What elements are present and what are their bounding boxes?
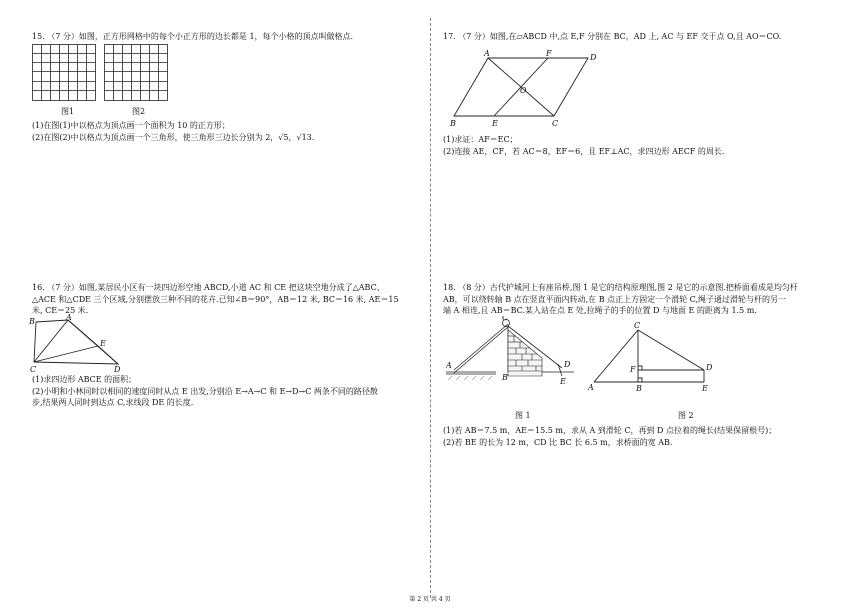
- q18-fig1-point-c: C: [502, 316, 509, 322]
- q15-grid-2: [105, 45, 168, 101]
- question-18: [443, 282, 843, 317]
- q16-parts: [32, 374, 424, 409]
- q18-stem-line1: 18. （8 分）古代护城河上有座吊桥,图 1 是它的结构原理图,图 2 是它的示意图.把桥面看成是均匀杆: [443, 283, 798, 292]
- q17-point-f: F: [546, 49, 552, 58]
- q18-fig1-caption: 图 1: [515, 411, 531, 420]
- q18-water-hatching: [448, 376, 492, 380]
- q18-part1: (1)若 AB＝7.5 m，AE＝15.5 m，求从 A 到滑轮 C，再到 D 点拉着的绳长(结果保留根号)；: [443, 426, 777, 435]
- q15-stem: 15. （7 分）如图，正方形网格中的每个小正方形的边长都是 1，每个小格的顶点叫做格点.: [32, 32, 354, 41]
- q16-point-a: A: [66, 314, 72, 322]
- q18-part2: (2)若 BE 的长为 12 m，CD 比 BC 长 6.5 m，求桥面的宽 AB.: [443, 437, 673, 447]
- question-15: [32, 31, 422, 43]
- q18-schematic-figure: [584, 320, 724, 392]
- question-16: [32, 282, 424, 317]
- q18-fig1-point-a: A: [446, 361, 452, 370]
- q18-fig2-point-b: B: [636, 384, 642, 392]
- column-divider: [430, 18, 431, 598]
- page-footer: 第 2 页 共 4 页: [409, 596, 451, 603]
- q15-fig2-caption: 图2: [132, 107, 146, 116]
- q17-point-a: A: [484, 49, 490, 58]
- q15-grid-figures: [32, 44, 174, 104]
- q18-fig1-point-d: D: [564, 360, 571, 369]
- q18-stem-line3: 端 A 相连,且 AB＝BC.某人站在点 E 处,拉绳子的手的位置 D 与地面 E 的距离为 1.5 m.: [443, 306, 757, 316]
- q17-point-d: D: [590, 53, 597, 62]
- q17-stem: 17. （7 分）如图,在▱ABCD 中,点 E,F 分别在 BC，AD 上, AC 与 EF 交于点 O,且 AO＝CO.: [443, 32, 782, 41]
- q17-point-b: B: [450, 119, 456, 128]
- q16-point-d: D: [114, 365, 121, 374]
- q17-parts: [443, 134, 843, 157]
- q15-parts: [32, 120, 422, 143]
- q18-fig1-point-e: E: [560, 377, 566, 386]
- q18-fig2-point-a: A: [588, 383, 594, 392]
- q16-stem-line2: △ACE 和△CDE 三个区域,分别摆放三种不同的花卉.已知∠B＝90°，AB＝12 米, BC＝16 米, AE＝15: [32, 294, 399, 304]
- q16-point-c: C: [30, 365, 37, 374]
- q16-stem-line3: 米, CE＝25 米.: [32, 306, 89, 316]
- q15-fig1-caption: 图1: [61, 107, 75, 116]
- q15-part1: (1)在图(1)中以格点为顶点画一个面积为 10 的正方形；: [32, 121, 230, 130]
- q17-part2: (2)连接 AE，CF，若 AC＝8，EF＝6，且 EF⊥AC，求四边形 AECF 的周长.: [443, 146, 725, 156]
- q15-part2: (2)在图(2)中以格点为顶点画一个三角形，使三角形三边长分别为 2，√5，√13.: [32, 132, 315, 142]
- q16-quadrilateral-figure: [28, 314, 128, 376]
- q16-stem-line1: 16. （7 分）如图,某居民小区有一块四边形空地 ABCD,小道 AC 和 CE 把这块空地分成了△ABC、: [32, 283, 385, 292]
- q16-part2-line1: (2)小明和小林同时以相同的速度同时从点 E 出发,分别沿 E→A→C 和 E→D→C 两条不同的路径散: [32, 386, 378, 396]
- q16-part1: (1)求四边形 ABCE 的面积；: [32, 375, 137, 384]
- q17-point-o: O: [520, 86, 527, 95]
- q18-brick-tower: [508, 330, 542, 376]
- q17-point-e: E: [492, 119, 498, 128]
- q17-parallelogram-figure: [448, 48, 608, 130]
- q18-stem-line2: AB，可以绕转轴 B 点在竖直平面内转动,在 B 点正上方固定一个滑轮 C,绳子通过滑轮与杆的另一: [443, 294, 787, 304]
- q16-point-b: B: [29, 317, 35, 326]
- q16-point-e: E: [100, 339, 106, 348]
- q15-grid-1: [33, 45, 96, 101]
- q17-part1: (1)求证：AF＝EC；: [443, 135, 518, 144]
- q18-fig2-point-d: D: [706, 363, 713, 372]
- question-17: [443, 31, 843, 43]
- q17-point-c: C: [552, 119, 559, 128]
- q16-part2-line2: 步,结果两人同时到达点 C,求线段 DE 的长度.: [32, 398, 194, 408]
- q18-drawbridge-structure-figure: [446, 316, 576, 390]
- q18-parts: [443, 425, 843, 448]
- q18-fig2-point-c: C: [634, 321, 641, 330]
- q18-fig2-caption: 图 2: [678, 411, 694, 420]
- q18-fig2-point-e: E: [702, 384, 708, 392]
- q18-fig2-point-f: F: [630, 365, 636, 374]
- q18-fig1-point-b: B: [502, 373, 508, 382]
